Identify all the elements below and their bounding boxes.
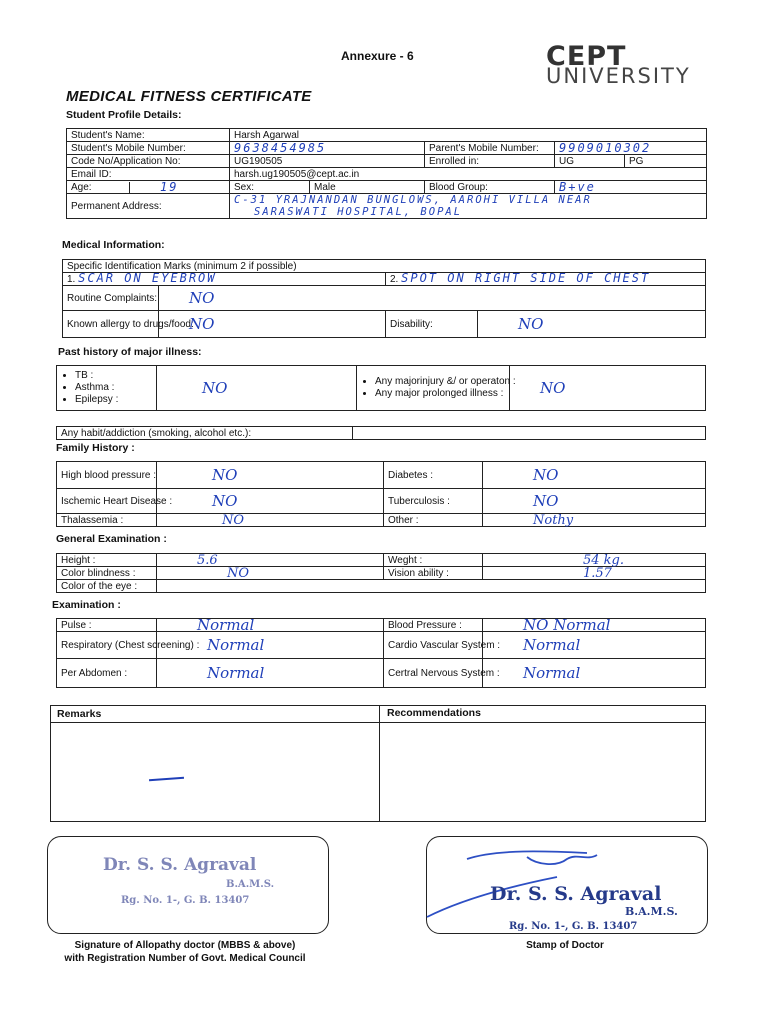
remarks-box <box>50 705 706 822</box>
right-stamp-degree: B.A.M.S. <box>625 905 678 918</box>
age-cell <box>67 181 230 194</box>
marks-label: Specific Identification Marks (minimum 2 if possible) <box>63 260 706 273</box>
height-label: Height : <box>57 554 157 567</box>
stamp-box <box>426 836 708 934</box>
abdomen-label: Per Abdomen : <box>57 659 157 688</box>
section-general-exam: General Examination : <box>56 533 167 545</box>
past-history-table <box>56 365 706 411</box>
address-line-1: C-31 YRAJNANDAN BUNGLOWS, AAROHI VILLA NEAR <box>234 194 592 206</box>
injury-label: • Any majorinjury &/ or operaton : <box>375 376 505 388</box>
thal-label: Thalassemia : <box>57 514 157 527</box>
address-label: Permanent Address: <box>67 194 230 219</box>
eye-color-label: Color of the eye : <box>57 580 157 593</box>
mark-1-value: SCAR ON EYEBROW <box>78 271 217 285</box>
pulse-label: Pulse : <box>57 619 157 632</box>
address-value <box>230 194 707 219</box>
examination-table <box>56 615 706 688</box>
thal-value: NO <box>157 514 384 527</box>
sex-value: Male <box>310 181 425 194</box>
signature-caption-line-2: with Registration Number of Govt. Medical Council <box>64 953 306 964</box>
habit-value <box>353 427 706 440</box>
past-left-value: NO <box>157 366 357 411</box>
sex-label: Sex: <box>230 181 310 194</box>
university-logo-bottom: UNIVERSITY <box>546 64 691 88</box>
habit-label: Any habit/addiction (smoking, alcohol etc.): <box>57 427 353 440</box>
mobile-label: Student's Mobile Number: <box>67 142 230 155</box>
age-label: Age: <box>67 182 130 193</box>
past-right-labels <box>357 366 516 411</box>
blood-value: B+ve <box>555 181 707 194</box>
allergy-value: NO <box>159 311 386 338</box>
mark-1-number: 1. <box>67 274 76 285</box>
diabetes-label: Diabetes : <box>384 462 483 489</box>
asthma-label: • Asthma : <box>75 382 152 394</box>
cardio-label: Cardio Vascular System : <box>384 632 483 659</box>
weight-label: Weght : <box>384 554 483 567</box>
weight-value: 54 kg. <box>483 554 706 567</box>
other-label: Other : <box>384 514 483 527</box>
signature-box <box>47 836 329 934</box>
cardio-value: Normal <box>483 632 706 659</box>
parent-mobile-value: 9909010302 <box>555 142 707 155</box>
disability-label: Disability: <box>386 311 478 338</box>
section-past-history: Past history of major illness: <box>58 346 202 358</box>
name-label: Student's Name: <box>67 129 230 142</box>
allergy-label: Known allergy to drugs/food: <box>63 311 159 338</box>
ihd-value: NO <box>157 489 384 514</box>
ug-option: UG <box>555 155 625 168</box>
pg-option: PG <box>625 155 707 168</box>
left-stamp-reg: Rg. No. 1-, G. B. 13407 <box>121 895 250 906</box>
color-blind-value: NO <box>157 567 384 580</box>
email-value: harsh.ug190505@cept.ac.in <box>230 168 707 181</box>
cns-value: Normal <box>483 659 706 688</box>
signature-caption <box>40 939 330 965</box>
parent-mobile-label: Parent's Mobile Number: <box>425 142 555 155</box>
mark-2-value: SPOT ON RIGHT SIDE OF CHEST <box>401 271 651 285</box>
section-family-history: Family History : <box>56 442 135 454</box>
annexure-label: Annexure - 6 <box>341 49 414 63</box>
mark-2 <box>386 273 706 286</box>
enrolled-label: Enrolled in: <box>425 155 555 168</box>
email-label: Email ID: <box>67 168 230 181</box>
age-value: 19 <box>160 179 179 194</box>
family-bp-value: NO <box>157 462 384 489</box>
address-line-2: SARASWATI HOSPITAL, BOPAL <box>254 206 463 218</box>
left-stamp-name: Dr. S. S. Agraval <box>103 855 257 875</box>
code-value: UG190505 <box>230 155 425 168</box>
resp-label: Respiratory (Chest screening) : <box>57 632 157 659</box>
right-stamp-name: Dr. S. S. Agraval <box>490 883 662 905</box>
section-student-profile: Student Profile Details: <box>66 109 182 121</box>
section-examination: Examination : <box>52 599 121 611</box>
resp-value: Normal <box>157 632 384 659</box>
mobile-value: 9638454985 <box>230 142 425 155</box>
habit-table <box>56 426 706 440</box>
name-value: Harsh Agarwal <box>230 129 707 142</box>
family-tb-label: Tuberculosis : <box>384 489 483 514</box>
page-title: MEDICAL FITNESS CERTIFICATE <box>66 88 312 105</box>
recommendations-label: Recommendations <box>387 707 481 719</box>
disability-value: NO <box>478 311 706 338</box>
signature-caption-line-1: Signature of Allopathy doctor (MBBS & above) <box>74 940 296 951</box>
exam-bp-value: NO Normal <box>483 619 706 632</box>
section-medical-info: Medical Information: <box>62 239 165 251</box>
past-left-labels <box>57 366 157 411</box>
color-blind-label: Color blindness : <box>57 567 157 580</box>
family-tb-value: NO <box>483 489 706 514</box>
routine-label: Routine Complaints: <box>63 286 159 311</box>
family-history-table <box>56 461 706 527</box>
family-bp-label: High blood pressure : <box>57 462 157 489</box>
diabetes-value: NO <box>483 462 706 489</box>
eye-color-value <box>157 580 706 593</box>
pulse-value: Normal <box>157 619 384 632</box>
abdomen-value: Normal <box>157 659 384 688</box>
mark-1 <box>63 273 386 286</box>
mark-2-number: 2. <box>390 274 399 285</box>
university-logo-top: CEPT <box>546 41 627 72</box>
student-profile-table <box>66 128 707 219</box>
vision-label: Vision ability : <box>384 567 483 580</box>
vision-value: 1.57 <box>483 567 706 580</box>
medical-info-table <box>62 259 706 338</box>
code-label: Code No/Application No: <box>67 155 230 168</box>
tb-label: • TB : <box>75 370 152 382</box>
stamp-caption: Stamp of Doctor <box>526 940 604 951</box>
ihd-label: Ischemic Heart Disease : <box>57 489 157 514</box>
epilepsy-label: • Epilepsy : <box>75 394 152 406</box>
exam-bp-label: Blood Pressure : <box>384 619 483 632</box>
prolonged-label: • Any major prolonged illness : <box>375 388 505 400</box>
remarks-label: Remarks <box>57 708 102 720</box>
general-exam-table <box>56 553 706 593</box>
blood-label: Blood Group: <box>425 181 555 194</box>
cns-label: Certral Nervous System : <box>384 659 483 688</box>
routine-value: NO <box>159 286 706 311</box>
past-right-value: NO <box>510 366 706 411</box>
other-value: Nothy <box>483 514 706 527</box>
left-stamp-degree: B.A.M.S. <box>226 879 275 890</box>
right-stamp-reg: Rg. No. 1-, G. B. 13407 <box>509 921 638 932</box>
height-value: 5.6 <box>157 554 384 567</box>
